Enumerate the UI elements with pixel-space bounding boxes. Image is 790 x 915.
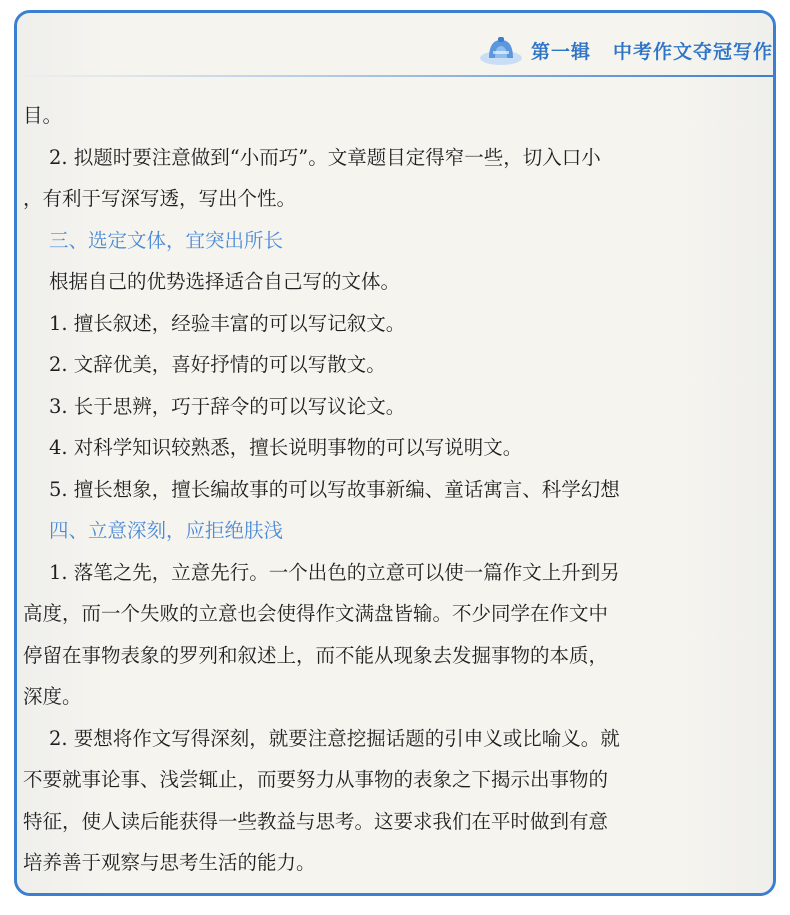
list-item: 5. 擅长想象，擅长编故事的可以写故事新编、童话寓言、科学幻想 xyxy=(49,477,620,501)
text-line: 根据自己的优势选择适合自己写的文体。 xyxy=(49,270,401,293)
text-line: 2. 拟题时要注意做到“小而巧”。文章题目定得窄一些，切入口小 xyxy=(49,145,601,169)
list-item: 3. 长于思辨，巧于辞令的可以写议论文。 xyxy=(49,394,406,418)
page-frame xyxy=(14,10,776,896)
backpack-icon xyxy=(479,34,523,66)
section-heading: 三、选定文体，宜突出所长 xyxy=(49,228,284,252)
list-item: 4. 对科学知识较熟悉，擅长说明事物的可以写说明文。 xyxy=(49,436,523,459)
text-line: 目。 xyxy=(23,104,63,127)
text-line: 2. 要想将作文写得深刻，就要注意挖掘话题的引申义或比喻义。就 xyxy=(49,726,620,750)
series-label: 第一辑 xyxy=(530,40,591,63)
page-header xyxy=(479,27,773,73)
text-line: 培养善于观察与思考生活的能力。 xyxy=(23,851,316,874)
list-item: 2. 文辞优美，喜好抒情的可以写散文。 xyxy=(49,353,386,376)
book-page xyxy=(17,13,773,893)
text-line: ，有利于写深写透，写出个性。 xyxy=(23,187,297,210)
body-text xyxy=(23,95,776,884)
list-item: 1. 擅长叙述，经验丰富的可以写记叙文。 xyxy=(49,311,406,335)
text-line: 停留在事物表象的罗列和叙述上，而不能从现象去发掘事物的本质， xyxy=(23,643,609,667)
book-title: 中考作文夺冠写作 xyxy=(612,40,773,63)
chapter-title xyxy=(531,37,773,64)
text-line: 1. 落笔之先，立意先行。一个出色的立意可以使一篇作文上升到另 xyxy=(49,560,620,584)
header-divider xyxy=(17,75,773,77)
text-line: 高度，而一个失败的立意也会使得作文满盘皆输。不少同学在作文中 xyxy=(23,602,609,625)
text-line: 深度。 xyxy=(23,685,82,708)
text-line: 特征，使人读后能获得一些教益与思考。这要求我们在平时做到有意 xyxy=(23,809,609,833)
section-heading: 四、立意深刻，应拒绝肤浅 xyxy=(49,519,284,542)
text-line: 不要就事论事、浅尝辄止，而要努力从事物的表象之下揭示出事物的 xyxy=(23,768,609,791)
